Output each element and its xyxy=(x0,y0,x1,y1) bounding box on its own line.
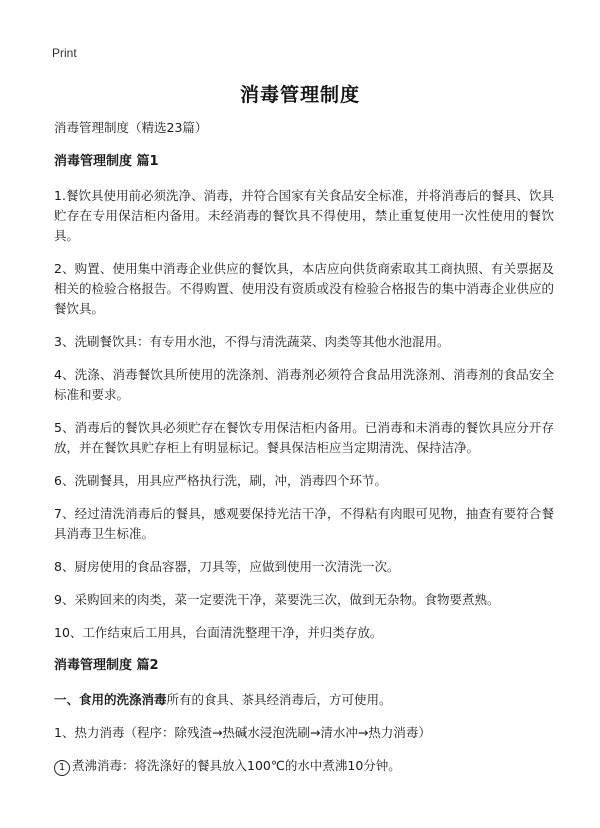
paragraph: 5、消毒后的餐饮具必须贮存在餐饮专用保洁柜内备用。已消毒和未消毒的餐饮具应分开存放，并在餐饮具贮存柜上有明显标记。餐具保洁柜应当定期清洗、保持洁净。 xyxy=(54,420,554,455)
section-heading-2: 消毒管理制度 篇2 xyxy=(54,658,159,673)
paragraph: 1.餐饮具使用前必须洗净、消毒，并符合国家有关食品安全标准，并将消毒后的餐具、饮具贮存在专用保洁柜内备用。未经消毒的餐饮具不得使用，禁止重复使用一次性使用的餐饮具。 xyxy=(54,188,554,243)
paragraph: 3、洗刷餐饮具：有专用水池，不得与清洗蔬菜、肉类等其他水池混用。 xyxy=(54,334,450,349)
paragraph: 1、热力消毒（程序：除残渣→热碱水浸泡洗刷→清水冲→热力消毒） xyxy=(54,725,431,740)
page-title: 消毒管理制度 xyxy=(239,84,360,106)
document-body xyxy=(54,118,554,789)
paragraph: 2、购置、使用集中消毒企业供应的餐饮具，本店应向供货商索取其工商执照、有关票据及相关的检验合格报告。不得购置、使用没有资质或没有检验合格报告的集中消毒企业供应的餐饮具。 xyxy=(54,261,555,316)
circled-item-text: 煮沸消毒：将洗涤好的餐具放入100℃的水中煮沸10分钟。 xyxy=(72,758,401,773)
circled-list-item xyxy=(54,756,554,776)
paragraph: 9、采购回来的肉类，菜一定要洗干净，菜要洗三次，做到无杂物。食物要煮熟。 xyxy=(54,592,500,607)
bold-lead-text: 一、食用的洗涤消毒 xyxy=(54,692,167,707)
print-label[interactable]: Print xyxy=(52,46,77,60)
circled-number: 1 xyxy=(54,760,70,776)
paragraph: 4、洗涤、消毒餐饮具所使用的洗涤剂、消毒剂必须符合食品用洗涤剂、消毒剂的食品安全标准和要求。 xyxy=(54,367,554,402)
paragraph-with-bold-lead xyxy=(54,690,554,710)
lead-rest-text: 所有的食具、茶具经消毒后，方可使用。 xyxy=(166,692,392,707)
paragraph: 8、厨房使用的食品容器，刀具等，应做到使用一次清洗一次。 xyxy=(54,559,400,574)
paragraph: 6、洗刷餐具，用具应严格执行洗，刷，冲，消毒四个环节。 xyxy=(54,473,387,488)
paragraph: 10、工作结束后工用具，台面清洗整理干净，并归类存放。 xyxy=(54,625,383,640)
section-heading-1: 消毒管理制度 篇1 xyxy=(54,154,159,169)
paragraph: 7、经过清洗消毒后的餐具，感观要保持光洁干净，不得粘有肉眼可见物，抽查有要符合餐具消毒卫生标准。 xyxy=(54,506,554,541)
document-subtitle: 消毒管理制度（精选23篇） xyxy=(54,120,208,135)
